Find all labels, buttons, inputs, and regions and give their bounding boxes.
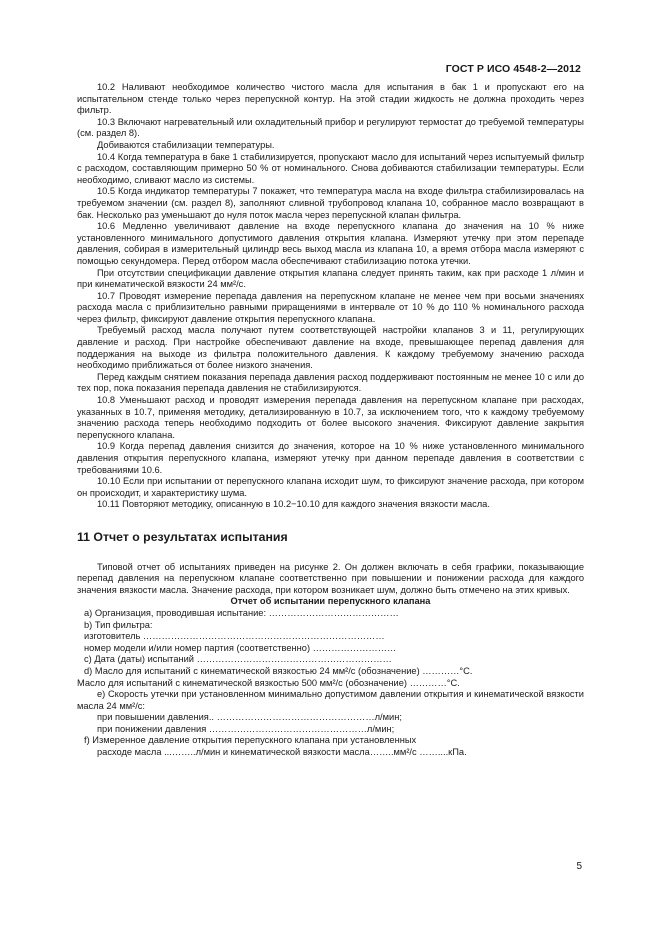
report-line-opening-pressure: f) Измеренное давление открытия перепускного клапана при установленных bbox=[84, 735, 417, 746]
report-line-manufacturer: изготовитель …………………………………………………………………… bbox=[84, 631, 385, 642]
report-line-increase: при повышении давления.. ……………………………………………л/мин; bbox=[97, 712, 402, 723]
page-number: 5 bbox=[576, 861, 582, 872]
document-id-header: ГОСТ Р ИСО 4548-2—2012 bbox=[445, 63, 581, 75]
document-body bbox=[77, 82, 584, 759]
report-line-oil-24: d) Масло для испытаний с кинематической вязкостью 24 мм²/с (обозначение) …………°С. bbox=[84, 665, 473, 676]
paragraph-10-11: 10.11 Повторяют методику, описанную в 10.2−10.10 для каждого значения вязкости масла. bbox=[97, 499, 490, 510]
paragraph-stabilize: Добиваются стабилизации температуры. bbox=[97, 139, 275, 150]
report-line-flow-values: расходе масла ...……..л/мин и кинематической вязкости масла……..мм²/с ……....кПа. bbox=[97, 747, 467, 758]
paragraph-10-3: 10.3 Включают нагревательный или охладительный прибор и регулируют термостат до требуемой температуры (см. раздел 8). bbox=[77, 116, 584, 139]
paragraph-reading-note: Перед каждым снятием показания перепада давления расход поддерживают постоянным не менее 10 с или до тех пор, пока показания перепада давления не стабилизируются. bbox=[77, 371, 584, 394]
paragraph-10-10: 10.10 Если при испытании от перепускного клапана исходит шум, то фиксируют значение расхода, при котором он происходит, и характеристику шума. bbox=[77, 476, 584, 498]
report-line-decrease: при понижении давления ……………………………………………л/мин; bbox=[97, 723, 395, 734]
paragraph-10-2: 10.2 Наливают необходимое количество чистого масла для испытания в бак 1 и пропускают его на испытательном стенде только через перепускной контур. На этой стадии жидкость не должна проходить через фильтр. bbox=[77, 82, 584, 116]
section-title: 11 Отчет о результатах испытания bbox=[77, 529, 288, 544]
report-line-organization: а) Организация, проводившая испытание: …………………………………… bbox=[84, 607, 399, 618]
report-line-leak-rate: е) Скорость утечки при установленном минимально допустимом давлении открытия и кинематической вязкости масла 24 мм²/с: bbox=[77, 689, 584, 711]
paragraph-10-5: 10.5 Когда индикатор температуры 7 покажет, что температура масла на входе фильтра стабилизировалась на требуемом значении (см. раздел 8), заполняют сливной трубопровод клапана 10, собранное масло возвращают в бак. Несколько раз уменьшают до нуля поток масла через перепускной клапан фильтра. bbox=[77, 186, 584, 220]
paragraph-10-9: 10.9 Когда перепад давления снизится до значения, которое на 10 % ниже установленного минимального давления открытия перепускного клапана, измеряют утечку при данном перепаде давления в соответствии с требованиями 10.6. bbox=[77, 441, 584, 475]
paragraph-spec-note: При отсутствии спецификации давление открытия клапана следует принять таким, как при расходе 1 л/мин и при кинематической вязкости 24 мм²/с. bbox=[77, 267, 584, 290]
paragraph-flow-setting: Требуемый расход масла получают путем соответствующей настройки клапанов 3 и 11, регулирующих давление и расход. При настройке обеспечивают давление на входе, превышающее перепад давления для поддержания на выходе из фильтра положительного давления. К каждому требуемому значению расхода необходимо приближаться от более низкого значения. bbox=[77, 325, 584, 371]
report-line-oil-500: Масло для испытаний с кинематической вязкостью 500 мм²/с (обозначение) …………°С. bbox=[77, 677, 460, 688]
report-line-dates: с) Дата (даты) испытаний ……………………………………………………… bbox=[84, 654, 392, 665]
paragraph-10-8: 10.8 Уменьшают расход и проводят измерения перепада давления на перепускном клапане при расходах, указанных в 10.7, применяя методику, детализированную в 10.7, за исключением того, что к каждому требуемому значению расхода теперь необходимо подходить от более высокого значения. Фиксируют давление закрытия перепускного клапана. bbox=[77, 395, 584, 440]
paragraph-10-4: 10.4 Когда температура в баке 1 стабилизируется, пропускают масло для испытаний через испытуемый фильтр с расходом, составляющим примерно 50 % от номинального. Снова добиваются стабилизации температуры. Если необходимо, сливают масло из системы. bbox=[77, 151, 584, 185]
paragraph-10-7: 10.7 Проводят измерение перепада давления на перепускном клапане не менее чем при восьми значениях расхода масла с приблизительно равными приращениями в интервале от 10 % до 110 % номинального расхода через фильтр, фиксируют давление открытия перепускного клапана. bbox=[77, 290, 584, 324]
report-line-model: номер модели и/или номер партия (соответственно) ……………………… bbox=[84, 642, 397, 653]
report-title: Отчет об испытании перепускного клапана bbox=[230, 596, 431, 607]
report-line-filter-type: b) Тип фильтра: bbox=[84, 619, 153, 630]
paragraph-10-6: 10.6 Медленно увеличивают давление на входе перепускного клапана до значения на 10 % ниже установленного минимального допустимого давления открытия клапана. Измеряют утечку при этом перепаде давления, собирая в измерительный цилиндр весь выход масла из клапана 10, а время отбора масла измеряют с помощью секундомера. Перед отбором масла обеспечивают стабилизацию потока утечки. bbox=[77, 221, 584, 266]
section-intro: Типовой отчет об испытаниях приведен на рисунке 2. Он должен включать в себя графики, показывающие перепад давления на перепускном клапане соответственно при повышении и понижении расхода для каждого значения вязкости масла. Значение расхода, при котором возникает шум, должно быть отмечено на этих кривых. bbox=[77, 561, 584, 595]
